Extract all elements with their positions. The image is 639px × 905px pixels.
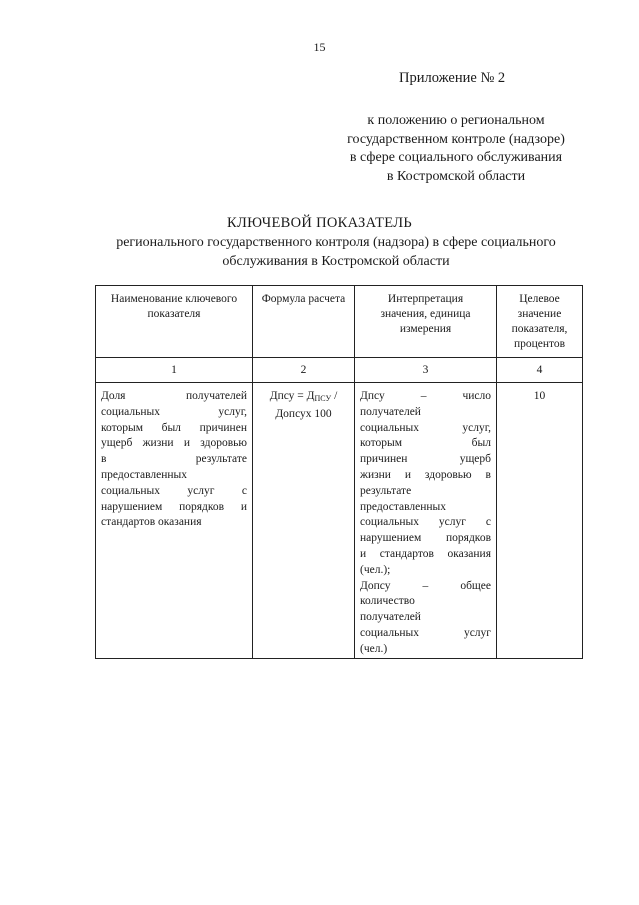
word: причинен [360, 453, 408, 466]
text-line [360, 421, 491, 437]
text-line [360, 389, 491, 405]
column-number: 1 [96, 358, 253, 383]
word: Допсу [360, 579, 391, 592]
word: которым [101, 421, 143, 434]
appendix-reference [328, 112, 584, 186]
document-subtitle-line: обслуживания в Костромской области [222, 253, 450, 269]
appendix-reference-line: государственном контроле (надзоре) [347, 131, 565, 147]
text-line [360, 579, 491, 595]
text-line [101, 500, 247, 516]
page-number: 15 [313, 40, 326, 54]
text-line [360, 594, 491, 610]
text-line [101, 389, 247, 405]
text-line [101, 452, 247, 468]
formula-tail: / [331, 390, 338, 402]
word: социальных [360, 516, 419, 529]
word: социальных [101, 484, 160, 497]
word: был [161, 421, 181, 434]
word: услуг [438, 516, 466, 529]
header-interpretation: Интерпретация значения, единица измерения [355, 286, 497, 358]
appendix-reference-line: к положению о региональном [367, 113, 545, 128]
text-line [360, 452, 491, 468]
text-line [360, 626, 491, 642]
text-line [360, 563, 491, 579]
word: – [420, 390, 427, 402]
word: в [485, 468, 491, 481]
word: – [422, 579, 429, 592]
document-subtitle-line: регионального государственного контроля (надзора) в сфере социального [116, 235, 556, 250]
header-formula: Формула расчета [253, 286, 355, 358]
word: стандартов [379, 547, 434, 560]
document-title: КЛЮЧЕВОЙ ПОКАЗАТЕЛЬ [227, 215, 412, 231]
word: получателей [186, 390, 247, 402]
formula-line [258, 389, 349, 407]
text-line [101, 484, 247, 500]
word: с [485, 516, 491, 529]
header-target-value: Целевое значение показателя, процентов [497, 286, 583, 358]
text-line [101, 405, 247, 421]
text-line [360, 436, 491, 452]
text-line [360, 405, 491, 421]
formula-cell [253, 383, 355, 659]
word: в [101, 453, 107, 466]
word: которым [360, 437, 402, 450]
word: Дпсу [360, 390, 385, 402]
word: общее [460, 579, 491, 592]
word: услуг [187, 484, 215, 497]
text-line [101, 421, 247, 437]
word: был [471, 437, 491, 450]
word: Доля [101, 390, 126, 402]
word: ущерб [459, 453, 491, 466]
indicator-name-cell [96, 383, 253, 659]
word: получателей [360, 611, 421, 624]
word: результате [195, 453, 247, 466]
word: жизни [142, 437, 174, 450]
text-line [360, 468, 491, 484]
table-header-row [96, 286, 583, 358]
text-line [360, 515, 491, 531]
word: услуг, [462, 421, 491, 434]
word: здоровью [200, 437, 247, 450]
column-number: 4 [497, 358, 583, 383]
word: результате [360, 484, 412, 497]
word: нарушением [101, 500, 163, 513]
word: и [240, 500, 247, 513]
word: причинен [199, 421, 247, 434]
word: и [183, 437, 190, 450]
word: порядков [446, 532, 491, 545]
word: социальных [360, 626, 419, 639]
word: порядков [179, 500, 225, 513]
document-subtitle [72, 234, 600, 271]
table-column-numbers-row [96, 358, 583, 383]
word: услуг [463, 626, 491, 639]
appendix-reference-line: в Костромской области [386, 168, 526, 184]
word: предоставленных [360, 500, 447, 513]
text-line [360, 642, 491, 658]
word: оказания [447, 547, 491, 560]
word: стандартов оказания [101, 516, 202, 529]
key-indicator-table [95, 285, 583, 659]
word: (чел.); [360, 563, 391, 576]
column-number: 2 [253, 358, 355, 383]
interpretation-text [360, 389, 491, 658]
formula-subscript: ПСУ [314, 394, 332, 403]
word: жизни [360, 468, 391, 481]
word: количество [360, 595, 415, 608]
text-line [360, 610, 491, 626]
target-value-cell: 10 [497, 383, 583, 659]
header-indicator-name: Наименование ключевого показателя [96, 286, 253, 358]
word: получателей [360, 405, 421, 418]
text-line [360, 500, 491, 516]
text-line [101, 468, 247, 484]
word: предоставленных [101, 468, 188, 481]
word: число [462, 390, 491, 402]
word: с [241, 484, 247, 497]
word: услуг, [218, 405, 247, 418]
text-line [101, 436, 247, 452]
word: социальных [360, 421, 419, 434]
text-line [360, 547, 491, 563]
table-row [96, 383, 583, 659]
indicator-name-text [101, 389, 247, 531]
text-line [101, 515, 247, 531]
formula-main: Дпсу = Д [269, 390, 315, 402]
word: ущерб [101, 437, 133, 450]
word: социальных [101, 405, 160, 418]
word: здоровью [424, 468, 472, 481]
appendix-title: Приложение № 2 [399, 70, 506, 86]
appendix-reference-line: в сфере социального обслуживания [349, 150, 563, 165]
text-line [360, 531, 491, 547]
formula-line: Допсух 100 [275, 407, 332, 420]
column-number: 3 [355, 358, 497, 383]
word: (чел.) [360, 642, 388, 655]
word: и [404, 468, 412, 481]
word: нарушением [360, 532, 422, 545]
word: и [360, 547, 367, 560]
text-line [360, 484, 491, 500]
interpretation-cell [355, 383, 497, 659]
